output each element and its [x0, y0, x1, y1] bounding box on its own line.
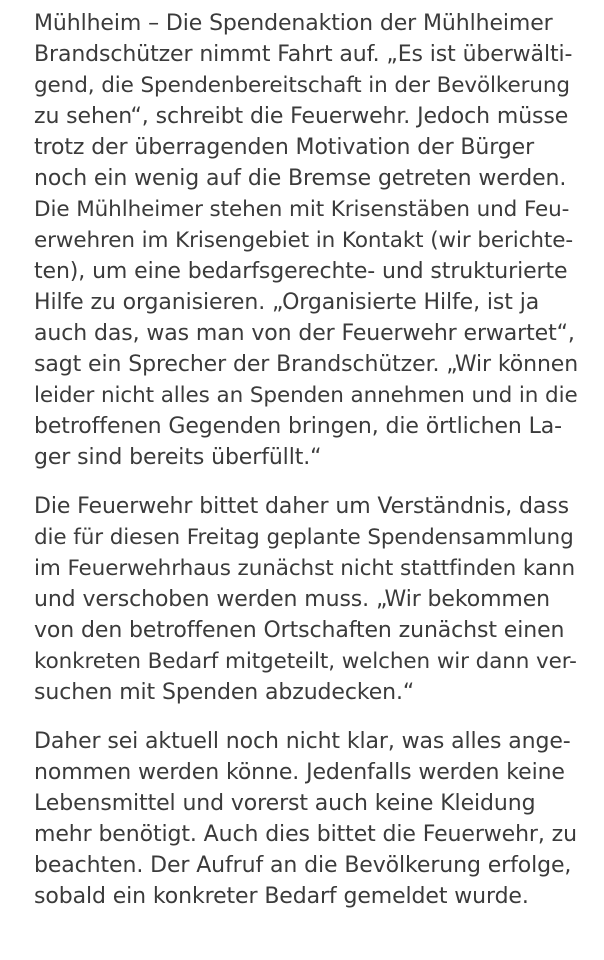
text-line: zu sehen“, schreibt die Feuerwehr. Jedoch müsse [34, 104, 569, 129]
text-line: im Feuerwehrhaus zunächst nicht stattfinden kann [34, 556, 576, 581]
text-line: Daher sei aktuell noch nicht klar, was alles ange- [34, 729, 571, 754]
text-line: Hilfe zu organisieren. „Organisierte Hilfe, ist ja [34, 290, 540, 315]
paragraph-1 [34, 8, 578, 473]
text-line: die für diesen Freitag geplante Spendensammlung [34, 525, 574, 550]
text-line: betroffenen Gegenden bringen, die örtlichen La- [34, 414, 562, 439]
text-line: beachten. Der Aufruf an die Bevölkerung erfolge, [34, 853, 572, 878]
text-line: mehr benötigt. Auch dies bittet die Feuerwehr, zu [34, 822, 577, 847]
text-line: Brandschützer nimmt Fahrt auf. „Es ist überwälti- [34, 42, 573, 67]
text-line: konkreten Bedarf mitgeteilt, welchen wir dann ver- [34, 649, 577, 674]
text-line: nommen werden könne. Jedenfalls werden keine [34, 760, 565, 785]
text-line: trotz der überragenden Motivation der Bürger [34, 135, 535, 160]
text-line: Die Feuerwehr bittet daher um Verständnis, dass [34, 494, 569, 519]
paragraph-3 [34, 726, 578, 912]
text-line: von den betroffenen Ortschaften zunächst einen [34, 618, 565, 643]
text-line: sobald ein konkreter Bedarf gemeldet wurde. [34, 884, 529, 909]
text-line: leider nicht alles an Spenden annehmen und in die [34, 383, 578, 408]
text-line: sagt ein Sprecher der Brandschützer. „Wir können [34, 352, 579, 377]
text-line: Mühlheim – Die Spendenaktion der Mühlheimer [34, 11, 553, 36]
text-line: erwehren im Krisengebiet in Kontakt (wir berichte- [34, 228, 573, 253]
text-line: ger sind bereits überfüllt.“ [34, 445, 322, 470]
text-line: ten), um eine bedarfsgerechte- und strukturierte [34, 259, 568, 284]
text-line: Die Mühlheimer stehen mit Krisenstäben und Feu- [34, 197, 570, 222]
paragraph-2 [34, 491, 578, 708]
text-line: Lebensmittel und vorerst auch keine Kleidung [34, 791, 536, 816]
text-line: gend, die Spendenbereitschaft in der Bevölkerung [34, 73, 570, 98]
text-line: und verschoben werden muss. „Wir bekommen [34, 587, 551, 612]
text-line: auch das, was man von der Feuerwehr erwartet“, [34, 321, 575, 346]
text-line: suchen mit Spenden abzudecken.“ [34, 680, 415, 705]
text-line: noch ein wenig auf die Bremse getreten werden. [34, 166, 567, 191]
